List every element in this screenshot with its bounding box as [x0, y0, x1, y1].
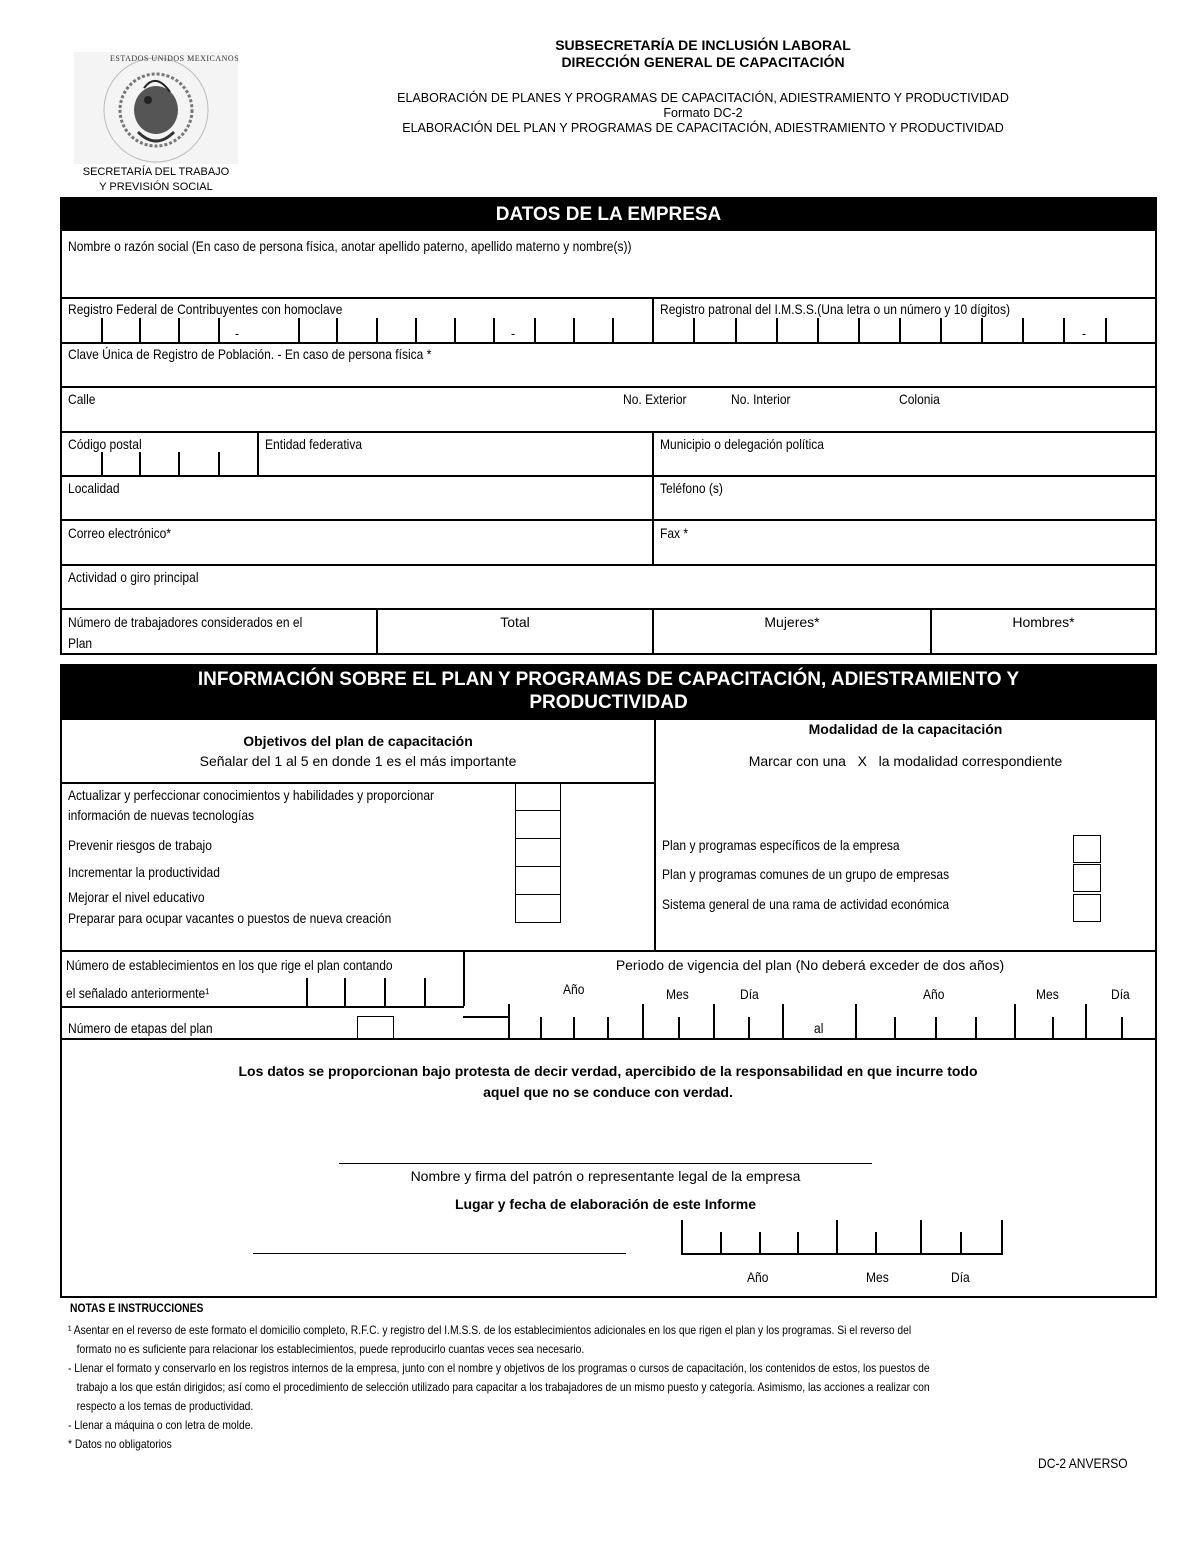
vigencia-inicio-mes-label: Mes [666, 986, 689, 1002]
objetivo-3-rank-box[interactable] [515, 838, 561, 867]
modalidad-3-checkbox[interactable] [1073, 894, 1101, 922]
protesta-line-1: Los datos se proporcionan bajo protesta de decir verdad, apercibido de la responsabilidad en que incurre todo [238, 1063, 978, 1079]
footer-form-code: DC-2 ANVERSO [1038, 1455, 1128, 1471]
modalidad-subtitle: Marcar con una X la modalidad correspondiente [748, 753, 1063, 769]
label-rfc: Registro Federal de Contribuyentes con homoclave [68, 301, 343, 317]
objetivo-1-line-1: Actualizar y perfeccionar conocimientos y habilidades y proporcionar [68, 787, 435, 803]
label-nombre-razon-social: Nombre o razón social (En caso de persona física, anotar apellido paterno, apellido materno y nombre(s)) [68, 238, 632, 254]
vigencia-fin-anio-label: Año [923, 986, 945, 1002]
firma-signature-line[interactable] [339, 1163, 872, 1164]
label-lugar-fecha: Lugar y fecha de elaboración de este Informe [454, 1196, 757, 1212]
label-municipio: Municipio o delegación política [660, 436, 824, 452]
nota-2-line-1: - Llenar el formato y conservarlo en los registros internos de la empresa, junto con el nombre y objetivos de los programas o cursos de capacitación, los contenidos de estos, los puestos de [68, 1361, 930, 1375]
label-curp: Clave Única de Registro de Población. - En caso de persona física * [68, 346, 432, 362]
header-direccion: DIRECCIÓN GENERAL DE CAPACITACIÓN [561, 54, 845, 70]
section-title-plan [60, 664, 1157, 718]
label-correo: Correo electrónico* [68, 525, 172, 541]
label-vigencia: Periodo de vigencia del plan (No deberá exceder de dos años) [615, 957, 1005, 973]
section-title-plan-line-1: INFORMACIÓN SOBRE EL PLAN Y PROGRAMAS DE CAPACITACIÓN, ADIESTRAMIENTO Y [197, 669, 1020, 690]
header-formato: Formato DC-2 [663, 106, 743, 120]
header-elaboracion-plan: ELABORACIÓN DEL PLAN Y PROGRAMAS DE CAPACITACIÓN, ADIESTRAMIENTO Y PRODUCTIVIDAD [402, 121, 1004, 135]
label-localidad: Localidad [68, 480, 120, 496]
vigencia-fin-dia-label: Día [1111, 986, 1130, 1002]
header-subsecretaria: SUBSECRETARÍA DE INCLUSIÓN LABORAL [555, 37, 851, 53]
label-no-exterior: No. Exterior [623, 391, 687, 407]
objetivos-subtitle: Señalar del 1 al 5 en donde 1 es el más importante [199, 753, 517, 769]
modalidad-1-label: Plan y programas específicos de la empresa [662, 837, 900, 853]
logo-caption-2: Y PREVISIÓN SOCIAL [99, 181, 213, 193]
fecha-anio-label: Año [747, 1269, 769, 1285]
input-curp[interactable] [62, 364, 1154, 385]
logo-ring-text: ESTADOS UNIDOS MEXICANOS [110, 54, 240, 63]
label-establecimientos-1: Número de establecimientos en los que rige el plan contando [66, 957, 393, 973]
input-nombre-razon-social[interactable] [62, 256, 1154, 296]
nota-1-line-1: ¹ Asentar en el reverso de este formato el domicilio completo, R.F.C. y registro del I.M.S.S. de los establecimientos adicionales en los que rigen el plan y los programas. Si el reverso del [68, 1323, 912, 1337]
rfc-dash-1: - [235, 325, 240, 341]
label-no-interior: No. Interior [731, 391, 791, 407]
label-colonia: Colonia [899, 391, 940, 407]
modalidad-title: Modalidad de la capacitación [808, 721, 1003, 737]
etapas-input-box[interactable] [357, 1016, 394, 1039]
objetivo-5: Preparar para ocupar vacantes o puestos de nueva creación [68, 910, 392, 926]
label-numero-trabajadores-2: Plan [68, 635, 93, 651]
objetivo-2: Prevenir riesgos de trabajo [68, 837, 212, 853]
section-title-empresa: DATOS DE LA EMPRESA [60, 197, 1157, 231]
objetivo-1-line-2: información de nuevas tecnologías [68, 807, 255, 823]
label-numero-trabajadores: Número de trabajadores considerados en el [68, 614, 303, 630]
objetivo-1-rank-box[interactable] [515, 783, 561, 811]
label-hombres: Hombres* [1012, 614, 1075, 630]
vigencia-inicio-dia-label: Día [740, 986, 759, 1002]
header-elaboracion-planes: ELABORACIÓN DE PLANES Y PROGRAMAS DE CAPACITACIÓN, ADIESTRAMIENTO Y PRODUCTIVIDAD [397, 91, 1009, 105]
label-mujeres: Mujeres* [764, 614, 820, 630]
label-entidad-federativa: Entidad federativa [265, 436, 363, 452]
modalidad-1-checkbox[interactable] [1073, 835, 1101, 863]
label-etapas: Número de etapas del plan [68, 1020, 213, 1036]
label-fax: Fax * [660, 525, 689, 541]
protesta-line-2: aquel que no se conduce con verdad. [483, 1084, 733, 1100]
label-actividad: Actividad o giro principal [68, 569, 199, 585]
objetivo-4-rank-box[interactable] [515, 866, 561, 895]
vigencia-inicio-anio-label: Año [563, 981, 585, 997]
objetivo-3: Incrementar la productividad [68, 864, 220, 880]
nota-2-line-3: respecto a los temas de productividad. [76, 1399, 254, 1413]
label-codigo-postal: Código postal [68, 436, 142, 452]
rfc-dash-2: - [511, 325, 516, 341]
fecha-mes-label: Mes [866, 1269, 889, 1285]
imss-dash: - [1082, 325, 1087, 341]
vigencia-fin-mes-label: Mes [1036, 986, 1059, 1002]
label-total: Total [500, 614, 530, 630]
label-telefono: Teléfono (s) [660, 480, 723, 496]
label-establecimientos-2: el señalado anteriormente¹ [66, 985, 210, 1001]
notas-title: NOTAS E INSTRUCCIONES [70, 1301, 204, 1315]
label-nombre-firma: Nombre y firma del patrón o representante legal de la empresa [410, 1168, 801, 1184]
nota-4: * Datos no obligatorios [68, 1437, 172, 1451]
objetivo-5-rank-box[interactable] [515, 894, 561, 923]
logo-caption-1: SECRETARÍA DEL TRABAJO [82, 166, 230, 178]
nota-3: - Llenar a máquina o con letra de molde. [68, 1418, 254, 1432]
modalidad-3-label: Sistema general de una rama de actividad económica [662, 896, 950, 912]
nota-2-line-2: trabajo a los que están dirigidos; así como el procedimiento de selección utilizado para capacitar a los trabajadores de un mismo puesto y categoría. Asimismo, las acciones a realizar con [76, 1380, 930, 1394]
coat-of-arms-icon [74, 52, 238, 164]
modalidad-2-checkbox[interactable] [1073, 864, 1101, 892]
lugar-input-line[interactable] [253, 1253, 626, 1254]
fecha-dia-label: Día [951, 1269, 970, 1285]
label-registro-imss: Registro patronal del I.M.S.S.(Una letra o un número y 10 dígitos) [660, 301, 1011, 317]
objetivo-2-rank-box[interactable] [515, 810, 561, 839]
objetivos-title: Objetivos del plan de capacitación [243, 733, 473, 749]
label-calle: Calle [68, 391, 96, 407]
section-title-plan-line-2: PRODUCTIVIDAD [529, 692, 688, 713]
stps-logo [74, 52, 238, 197]
modalidad-2-label: Plan y programas comunes de un grupo de empresas [662, 866, 950, 882]
vigencia-al-label: al [814, 1020, 824, 1036]
nota-1-line-2: formato no es suficiente para relacionar los establecimientos, puede reproducirlo cuantas veces sea necesario. [76, 1342, 585, 1356]
objetivo-4: Mejorar el nivel educativo [68, 889, 205, 905]
notas-list [68, 1321, 1143, 1454]
